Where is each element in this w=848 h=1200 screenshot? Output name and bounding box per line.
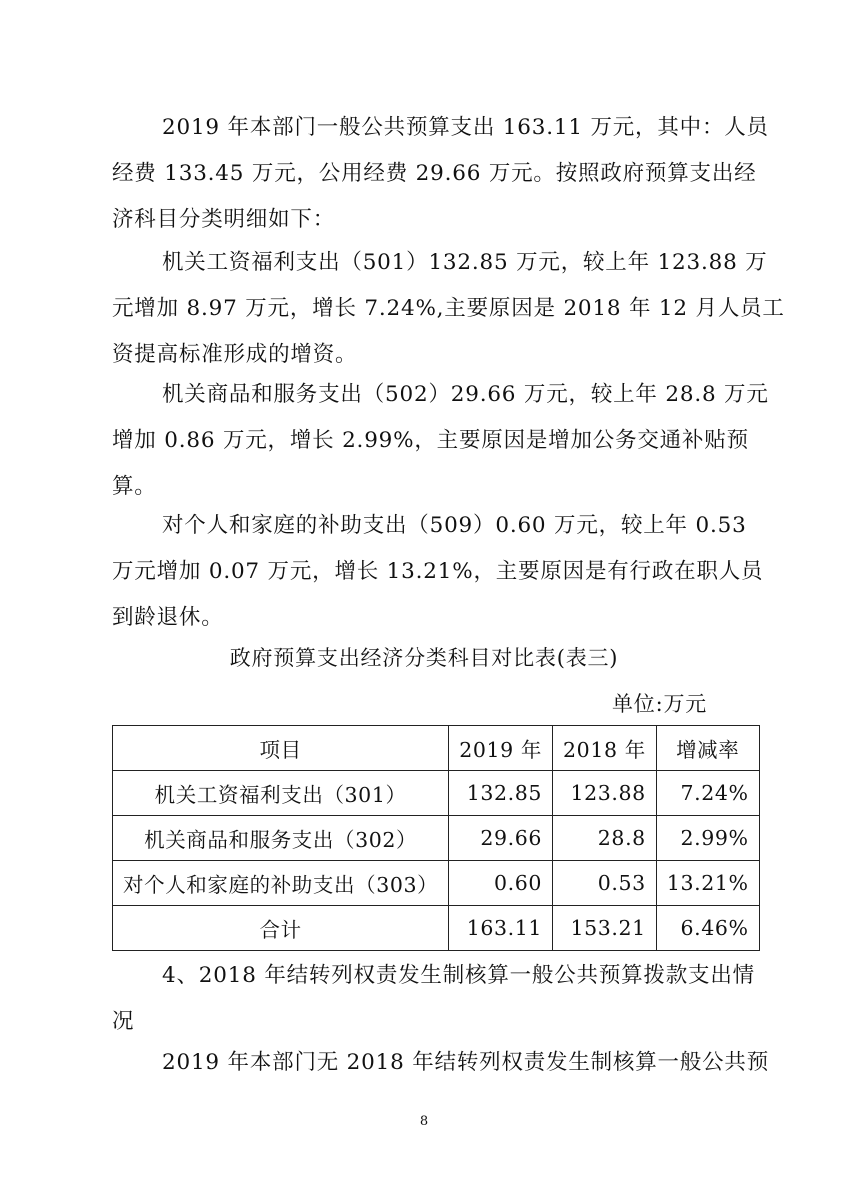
value-2019: 29.66 [449, 816, 553, 861]
value-2019: 132.85 [449, 771, 553, 816]
paragraph-budget-summary [112, 105, 769, 243]
comparison-table [112, 725, 760, 951]
value-2018: 0.53 [553, 861, 657, 906]
paragraph-section-heading [112, 953, 755, 1045]
header-2019: 2019 年 [449, 726, 553, 771]
table-row [113, 771, 760, 816]
text-line: 2019 年本部门一般公共预算支出 163.11 万元，其中：人员 [162, 115, 769, 140]
value-change-rate: 6.46% [656, 906, 759, 951]
value-change-rate: 13.21% [656, 861, 759, 906]
text-line: 4、2018 年结转列权责发生制核算一般公共预算拨款支出情 [162, 963, 755, 988]
row-label: 对个人和家庭的补助支出（303） [113, 861, 449, 906]
text-line: 万元增加 0.07 万元，增长 13.21%，主要原因是有行政在职人员 [112, 559, 764, 584]
paragraph-carryover [112, 1040, 770, 1086]
text-line: 增加 0.86 万元，增长 2.99%，主要原因是增加公务交通补贴预 [112, 428, 749, 453]
text-line: 机关工资福利支出（501）132.85 万元，较上年 123.88 万 [162, 250, 768, 275]
text-line: 济科目分类明细如下： [112, 207, 336, 232]
text-line: 2019 年本部门无 2018 年结转列权责发生制核算一般公共预 [162, 1050, 770, 1075]
value-change-rate: 2.99% [656, 816, 759, 861]
header-change-rate: 增减率 [656, 726, 759, 771]
table-row [113, 816, 760, 861]
header-2018: 2018 年 [553, 726, 657, 771]
table-title: 政府预算支出经济分类科目对比表(表三) [229, 646, 619, 670]
value-2019: 0.60 [449, 861, 553, 906]
paragraph-household-subsidy [112, 503, 764, 641]
text-line: 到龄退休。 [112, 605, 224, 630]
value-2018: 28.8 [553, 816, 657, 861]
paragraph-goods-services [112, 372, 769, 510]
value-2018: 123.88 [553, 771, 657, 816]
text-line: 资提高标准形成的增资。 [112, 342, 358, 367]
table-header-row [113, 726, 760, 771]
value-change-rate: 7.24% [656, 771, 759, 816]
row-label: 机关商品和服务支出（302） [113, 816, 449, 861]
paragraph-wage-welfare [112, 240, 785, 378]
text-line: 元增加 8.97 万元，增长 7.24%,主要原因是 2018 年 12 月人员工 [112, 296, 785, 321]
row-label: 机关工资福利支出（301） [113, 771, 449, 816]
value-2019: 163.11 [449, 906, 553, 951]
text-line: 算。 [112, 474, 157, 499]
table-total-row [113, 906, 760, 951]
table-unit: 单位:万元 [612, 692, 708, 716]
table-row [113, 861, 760, 906]
header-item: 项目 [113, 726, 449, 771]
text-line: 机关商品和服务支出（502）29.66 万元，较上年 28.8 万元 [162, 382, 769, 407]
text-line: 况 [112, 1009, 135, 1034]
row-label: 合计 [113, 906, 449, 951]
text-line: 对个人和家庭的补助支出（509）0.60 万元，较上年 0.53 [162, 513, 747, 538]
text-line: 经费 133.45 万元，公用经费 29.66 万元。按照政府预算支出经 [112, 161, 757, 186]
page-number: 8 [419, 1114, 429, 1129]
value-2018: 153.21 [553, 906, 657, 951]
